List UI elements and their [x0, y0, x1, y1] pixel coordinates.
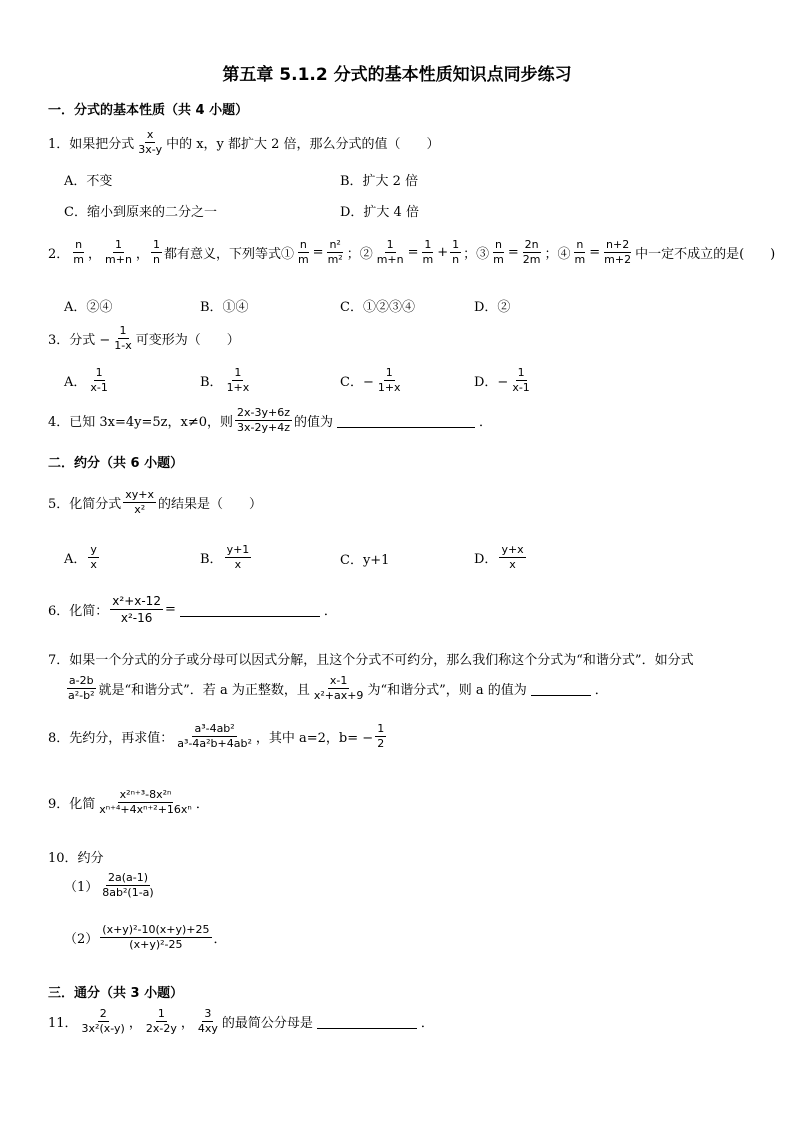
question-1-text-end: 中的 x，y 都扩大 2 倍，那么分式的值（ ） — [166, 137, 440, 152]
option-d[interactable]: D．− $\frac{1}{x-1}$ — [474, 366, 530, 394]
question-6: 6．化简： $\frac{\text{x²+x-12}}{\text{x²-16}}$ = ． — [48, 594, 337, 625]
separator: ；③ — [463, 247, 490, 262]
answer-blank[interactable] — [531, 681, 591, 696]
section-heading-3: 三．通分（共 3 小题） — [48, 986, 184, 1001]
option-d[interactable]: D．扩大 4 倍 — [340, 205, 419, 220]
separator: ；④ — [544, 247, 571, 262]
fraction: $\frac{1}{2}$ — [377, 722, 385, 750]
question-7-line-1: 7．如果一个分式的分子或分母可以因式分解，且这个分式不可约分，那么我们称这个分式为“和谐分式”．如分式 — [48, 653, 694, 668]
section-heading-1: 一．分式的基本性质（共 4 小题） — [48, 103, 249, 118]
fraction: $\frac{\text{x²ⁿ⁺³-8x²ⁿ}}{\text{xⁿ⁺⁴+4xⁿ⁺²+16xⁿ}}$ — [99, 788, 192, 816]
option-b[interactable]: B． $\frac{y+1}{x}$ — [200, 543, 250, 571]
question-6-text: 6．化简： — [48, 604, 109, 619]
fraction: $\frac{n}{m}$ — [493, 238, 504, 266]
question-11-text-end: 的最简公分母是 — [221, 1016, 313, 1031]
fraction: $\frac{2x-3y+6z}{3x-2y+4z}$ — [237, 406, 291, 434]
fraction: $\frac{1}{m}$ — [422, 238, 434, 266]
question-8-text: 8．先约分，再求值： — [48, 731, 174, 746]
question-3-text: 3．分式 − — [48, 333, 111, 348]
question-5-text-end: 的结果是（ ） — [158, 497, 263, 512]
fraction: $\frac{1}{n}$ — [452, 238, 460, 266]
question-5-text: 5．化简分式 — [48, 497, 122, 512]
option-b[interactable]: B． $\frac{1}{1+x}$ — [200, 366, 250, 394]
question-2-text-end: 中一定不成立的是( ) — [635, 247, 776, 262]
answer-blank[interactable] — [180, 602, 320, 617]
question-1 — [48, 128, 440, 157]
fraction: $\frac{n}{m}$ — [73, 238, 84, 266]
question-2-number: 2． — [48, 247, 70, 262]
page-title: 第五章 5.1.2 分式的基本性质知识点同步练习 — [222, 65, 572, 85]
option-b[interactable]: B．扩大 2 倍 — [340, 174, 419, 189]
fraction: $\frac{\text{x²+x-12}}{\text{x²-16}}$ — [112, 594, 161, 625]
fraction: $\frac{x-1}{\text{x²+ax+9}}$ — [313, 674, 364, 702]
question-8 — [48, 722, 388, 751]
option-c[interactable]: C．− $\frac{1}{1+x}$ — [340, 366, 401, 394]
option-c[interactable]: C．y+1 — [340, 553, 390, 568]
option-c[interactable]: C．①②③④ — [340, 300, 415, 315]
option-a[interactable]: A．②④ — [64, 300, 113, 315]
question-10: 10．约分 — [48, 851, 104, 866]
section-heading-2: 二．约分（共 6 小题） — [48, 456, 184, 471]
fraction: $\frac{1}{m+n}$ — [376, 238, 404, 266]
question-8-text-end: ，其中 a=2，b= − — [255, 731, 374, 746]
fraction: $\frac{1}{1-x}$ — [114, 324, 132, 352]
answer-blank[interactable] — [337, 413, 475, 428]
question-5 — [48, 488, 262, 517]
question-10-part-2: （2） $\frac{\text{(x+y)²-10(x+y)+25}}{\text{(x+y)²-25}}$ ． — [64, 923, 227, 951]
answer-blank[interactable] — [317, 1014, 417, 1029]
fraction: $\frac{3}{4xy}$ — [197, 1007, 218, 1035]
question-9-text: 9．化简 — [48, 797, 96, 812]
fraction: $\frac{2a(a-1)}{\text{8ab²(1-a)}}$ — [102, 871, 154, 899]
option-b[interactable]: B．①④ — [200, 300, 249, 315]
option-d[interactable]: D． $\frac{y+x}{x}$ — [474, 543, 524, 571]
question-7-text-end: 为“和谐分式”，则 a 的值为 — [367, 683, 527, 698]
fraction: $\frac{2n}{2m}$ — [522, 238, 541, 266]
option-a[interactable]: A． $\frac{y}{x}$ — [64, 543, 97, 571]
question-7-line-2: $\frac{a-2b}{\text{a²-b²}}$ 就是“和谐分式”．若 a 为正整数，且 $\frac{x-1}{\text{x²+ax+9}}$ 为“和谐分式”，则 a 的值为 ． — [68, 674, 608, 702]
option-c[interactable]: C．缩小到原来的二分之一 — [64, 205, 217, 220]
question-1-text: 1．如果把分式 — [48, 137, 135, 152]
fraction: $\frac{\text{n²}}{\text{m²}}$ — [327, 238, 343, 266]
option-a[interactable]: A．不变 — [64, 174, 113, 189]
option-a[interactable]: A． $\frac{1}{x-1}$ — [64, 366, 108, 394]
fraction: $\frac{\text{a³-4ab²}}{\text{a³-4a²b+4ab²}}$ — [177, 722, 252, 750]
fraction: $\frac{n+2}{m+2}$ — [604, 238, 632, 266]
option-d[interactable]: D．② — [474, 300, 511, 315]
fraction: $\frac{1}{2x-2y}$ — [145, 1007, 177, 1035]
question-9: 9．化简 $\frac{\text{x²ⁿ⁺³-8x²ⁿ}}{\text{xⁿ⁺⁴+4xⁿ⁺²+16xⁿ}}$ ． — [48, 788, 209, 816]
question-3-text-end: 可变形为（ ） — [135, 333, 240, 348]
question-2-text: 都有意义，下列等式① — [163, 247, 294, 262]
fraction: $\frac{n}{m}$ — [574, 238, 586, 266]
fraction: $\frac{x}{3x-y}$ — [138, 128, 163, 156]
fraction: $\frac{1}{n}$ — [152, 238, 160, 266]
question-7-text: 就是“和谐分式”．若 a 为正整数，且 — [98, 683, 310, 698]
question-4-text-end: 的值为 — [294, 415, 334, 430]
fraction: $\frac{1}{m+n}$ — [105, 238, 132, 266]
question-4: 4．已知 3x=4y=5z，x≠0，则 $\frac{2x-3y+6z}{3x-2y+4z}$ 的值为 ． — [48, 406, 493, 434]
fraction: $\frac{\text{(x+y)²-10(x+y)+25}}{\text{(x+y)²-25}}$ — [102, 923, 210, 951]
question-11: 11． $\frac{2}{\text{3x²(x-y)}}$ ， $\frac{1}{2x-2y}$ ， $\frac{3}{4xy}$ 的最简公分母是 ． — [48, 1007, 434, 1035]
separator: ；② — [346, 247, 373, 262]
question-3 — [48, 324, 240, 353]
question-10-part-1: （1） $\frac{2a(a-1)}{\text{8ab²(1-a)}}$ — [64, 871, 154, 899]
fraction: $\frac{xy+x}{\text{x²}}$ — [125, 488, 155, 516]
fraction: $\frac{n}{m}$ — [297, 238, 309, 266]
question-2: 2． $\frac{n}{m}$ ， $\frac{1}{m+n}$ ， $\frac{1}{n}$ 都有意义，下列等式① $\frac{n}{m}$ = $\frac{\text{n²}}{\text{m²}}$ ；② $\frac{1}{m+n}$ = $\frac{1}{m}$ + $\frac{1}{n}$ ；③ $\frac{n}{m}$ = $\frac{2n}{2m}$ ；④ $\frac{n}{m}$ = $\frac{n+2}{m+2}$ 中一定不成立的是( ) — [48, 238, 776, 266]
fraction: $\frac{2}{\text{3x²(x-y)}}$ — [81, 1007, 125, 1035]
fraction: $\frac{a-2b}{\text{a²-b²}}$ — [68, 674, 95, 702]
question-4-text: 4．已知 3x=4y=5z，x≠0，则 — [48, 415, 234, 430]
